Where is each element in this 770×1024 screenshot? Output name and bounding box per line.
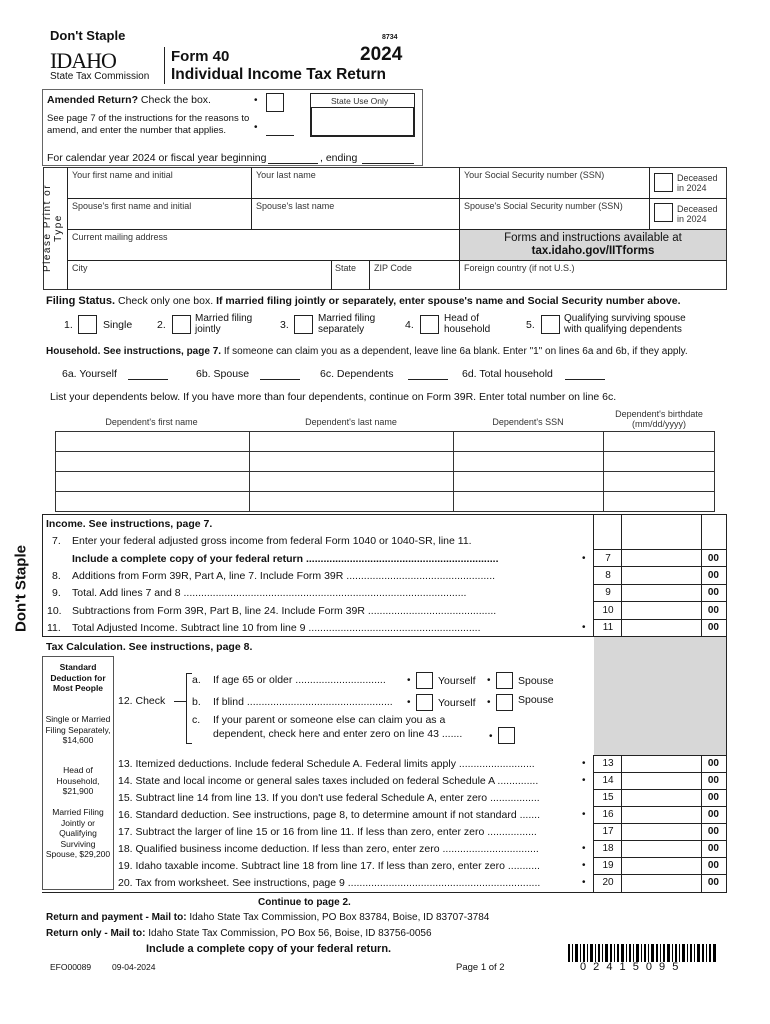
zip-label: ZIP Code [374,263,412,273]
filing-5-num: 5. [526,319,535,331]
spouse-first-label: Spouse's first name and initial [72,201,192,211]
filing-qss-checkbox[interactable] [541,315,560,334]
fiscal-begin-field[interactable] [268,163,318,164]
table-row [56,452,715,472]
line-16-input[interactable] [622,807,700,822]
zip-input[interactable] [372,273,456,289]
state-label: State [335,263,357,273]
line-7b-text: Include a complete copy of your federal return .................................................................. [72,553,499,565]
line-13-cents: 00 [707,758,719,769]
household-heading: Household. See instructions, page 7. If someone can claim you as a dependent, leave line 6a blank. Enter "1" on lines 6a and 6b, if they apply. [46,346,688,357]
dep-col-birthdate: Dependent's birthdate (mm/dd/yyyy) [615,409,703,429]
blind-spouse-label: Spouse [518,694,554,706]
blind-spouse-checkbox[interactable] [496,694,513,711]
line-18-input[interactable] [622,841,700,856]
last-name-label: Your last name [256,170,316,180]
line-7-input[interactable] [622,550,700,565]
age65-spouse-label: Spouse [518,675,554,687]
include-federal: Include a complete copy of your federal return. [146,943,392,955]
line-14-box: 14 [602,775,614,786]
line-11-num: 11. [47,622,61,634]
tax-shaded-area [594,637,726,755]
amended-label: Amended Return? Check the box. [47,94,211,106]
table-row [56,492,715,512]
forms-info-line1: Forms and instructions available at [504,232,682,244]
line-6c-label: 6c. Dependents [320,368,394,380]
line-13-text: 13. Itemized deductions. Include federal Schedule A. Federal limits apply .......................... [118,758,535,770]
line-9-box: 9 [605,587,611,598]
line-18-cents: 00 [707,843,719,854]
line-6c-input[interactable] [408,379,448,380]
line-19-cents: 00 [707,860,719,871]
line-14-text: 14. State and local income or general sales taxes included on federal Schedule A .............. [118,775,539,787]
sd-mfj: Married Filing Jointly or Qualifying Surviving Spouse, $29,200 [45,807,111,859]
print-or-type-label: Please Print or Type [42,183,64,273]
continue-text: Continue to page 2. [258,897,351,908]
filing-3-num: 3. [280,319,289,331]
line-17-box: 17 [602,826,614,837]
address-label: Current mailing address [72,232,168,242]
line-13-input[interactable] [622,756,700,771]
line-12-label: 12. Check [118,695,166,707]
table-row [56,432,715,452]
filing-mfj-checkbox[interactable] [172,315,191,334]
line-11-box: 11 [602,622,614,633]
spouse-deceased-checkbox[interactable] [654,203,673,222]
fiscal-end-field[interactable] [362,163,414,164]
line-10-box: 10 [602,605,614,616]
line-10-input[interactable] [622,602,700,618]
calendar-text: For calendar year 2024 or fiscal year beginning [47,152,267,164]
calendar-ending: , ending [320,152,358,164]
line-14-input[interactable] [622,773,700,788]
age65-yourself-label: Yourself [438,675,476,687]
line-20-text: 20. Tax from worksheet. See instructions, page 9 .................................................................. [118,877,541,889]
logo-subtitle: State Tax Commission [50,71,150,82]
age65-spouse-checkbox[interactable] [496,672,513,689]
filing-hoh-checkbox[interactable] [420,315,439,334]
line-19-input[interactable] [622,858,700,873]
filing-status-heading: Filing Status. Check only one box. If married filing jointly or separately, enter spouse's name and Social Security number above. [46,295,681,307]
dep-col-first: Dependent's first name [105,417,198,427]
foreign-input[interactable] [462,273,724,289]
ssn-label: Your Social Security number (SSN) [464,170,605,180]
line-12b-text: If blind .................................................. [213,696,393,708]
line-6a-input[interactable] [128,379,168,380]
address-input[interactable] [70,242,456,258]
ssn-input[interactable] [462,180,647,196]
spouse-last-label: Spouse's last name [256,201,335,211]
form-id: EFO00089 [50,962,92,972]
line-10-num: 10. [47,605,62,617]
dont-staple-side: Don't Staple [12,545,30,632]
state-use-label: State Use Only [331,96,389,106]
line-9-text: Total. Add lines 7 and 8 ................................................................................................. [72,587,467,599]
line-7-text: Enter your federal adjusted gross income from federal Form 1040 or 1040-SR, line 11. [72,535,472,547]
blind-yourself-label: Yourself [438,697,476,709]
line-8-input[interactable] [622,567,700,583]
line-15-box: 15 [602,792,614,803]
line-16-cents: 00 [707,809,719,820]
line-11-cents: 00 [707,622,719,633]
line-7-box: 7 [605,553,611,564]
forms-info-link[interactable]: tax.idaho.gov/IITforms [531,245,655,257]
line-9-input[interactable] [622,585,700,600]
sd-title: Standard Deduction for Most People [50,662,106,693]
line-18-text: 18. Qualified business income deduction. If less than zero, enter zero ................................. [118,843,539,855]
line-6b-input[interactable] [260,379,300,380]
form-date: 09-04-2024 [112,962,156,972]
deceased-checkbox[interactable] [654,173,673,192]
barcode-icon [568,944,718,962]
mail-return-payment: Return and payment - Mail to: Idaho State Tax Commission, PO Box 83784, Boise, ID 83707-3784 [46,912,490,923]
sd-hoh: Head of Household, $21,900 [56,765,100,796]
spouse-ssn-input[interactable] [462,211,647,227]
line-6d-input[interactable] [565,379,605,380]
line-8-text: Additions from Form 39R, Part A, line 7. Include Form 39R ................................................... [72,570,496,582]
form-year: 2024 [360,44,403,65]
line-10-cents: 00 [707,605,719,616]
line-7-cents: 00 [707,553,719,564]
tax-heading: Tax Calculation. See instructions, page 8. [46,641,253,653]
age65-yourself-checkbox[interactable] [416,672,433,689]
deceased-label: Deceased in 2024 [677,173,718,193]
mail-return-only: Return only - Mail to: Idaho State Tax Commission, PO Box 56, Boise, ID 83756-0056 [46,928,432,939]
line-15-input[interactable] [622,790,700,805]
filing-single-label: Single [103,319,133,331]
line-8-cents: 00 [707,570,719,581]
city-input[interactable] [70,273,328,289]
dep-col-ssn: Dependent's SSN [492,417,564,427]
filing-single-checkbox[interactable] [78,315,97,334]
first-name-label: Your first name and initial [72,170,173,180]
spouse-first-input[interactable] [70,211,248,227]
line-17-text: 17. Subtract the larger of line 15 or 16 from line 11. If less than zero, enter zero ................. [118,826,537,838]
line-17-input[interactable] [622,824,700,839]
line-12c-letter: c. [192,714,201,726]
line-16-box: 16 [602,809,614,820]
filing-4-num: 4. [405,319,414,331]
spouse-ssn-label: Spouse's Social Security number (SSN) [464,201,623,211]
dependents-table [55,431,715,512]
line-15-text: 15. Subtract line 14 from line 13. If you don't use federal Schedule A, enter zero ................. [118,792,540,804]
line-13-box: 13 [602,758,614,769]
filing-qss-label: Qualifying surviving spouse with qualifying dependents [564,313,686,335]
line-15-cents: 00 [707,792,719,803]
form-title: Individual Income Tax Return [171,66,387,83]
idaho-logo: IDAHO [50,48,116,73]
dep-col-last: Dependent's last name [305,417,397,427]
blind-yourself-checkbox[interactable] [416,694,433,711]
first-name-input[interactable] [70,180,248,196]
line-8-num: 8. [52,570,61,582]
line-12a-text: If age 65 or older ............................... [213,674,386,686]
line-9-num: 9. [52,587,61,599]
line-6a-label: 6a. Yourself [62,368,117,380]
line-20-box: 20 [602,877,614,888]
filing-hoh-label: Head of household [444,313,491,335]
dont-staple-top: Don't Staple [50,28,126,43]
line-6b-label: 6b. Spouse [196,368,250,380]
amended-checkbox[interactable] [266,93,284,112]
line-8-box: 8 [605,570,611,581]
line-20-cents: 00 [707,877,719,888]
filing-2-num: 2. [157,319,166,331]
line-12b-letter: b. [192,696,201,708]
amended-note: See page 7 of the instructions for the reasons to amend, and enter the number that applies. [47,113,250,136]
barcode-number: 0 2 4 1 5 0 9 5 [580,961,681,973]
spouse-deceased-label: Deceased in 2024 [677,204,718,224]
filing-mfj-label: Married filing jointly [195,313,253,335]
sd-single: Single or Married Filing Separately, $14,600 [45,714,111,745]
filing-1-num: 1. [64,319,73,331]
form-name: Form 40 [171,48,230,65]
state-input[interactable] [333,273,367,289]
last-name-input[interactable] [254,180,456,196]
line-10-text: Subtractions from Form 39R, Part B, line 24. Include Form 39R ............................................ [72,605,497,617]
line-17-cents: 00 [707,826,719,837]
income-heading: Income. See instructions, page 7. [46,518,213,530]
line-9-cents: 00 [707,587,719,598]
page-number: Page 1 of 2 [456,962,505,973]
foreign-label: Foreign country (if not U.S.) [464,263,575,273]
dependents-instruction: List your dependents below. If you have more than four dependents, continue on Form 39R. Enter total number on line 6c. [50,391,617,403]
line-20-input[interactable] [622,875,700,891]
amended-reason-field[interactable] [266,135,294,136]
filing-mfs-label: Married filing separately [318,313,376,335]
line-7-num: 7. [52,535,61,547]
line-19-box: 19 [602,860,614,871]
line-12c-text: If your parent or someone else can claim you as a dependent, check here and enter zero on line 43 ....... [213,714,463,740]
city-label: City [72,263,88,273]
line-6d-label: 6d. Total household [462,368,553,380]
line-19-text: 19. Idaho taxable income. Subtract line 18 from line 17. If less than zero, enter zero ........... [118,860,540,872]
spouse-last-input[interactable] [254,211,456,227]
line-14-cents: 00 [707,775,719,786]
line-11-input[interactable] [622,620,700,635]
line-11-text: Total Adjusted Income. Subtract line 10 from line 9 ........................................................... [72,622,481,634]
table-row [56,472,715,492]
line-16-text: 16. Standard deduction. See instructions, page 8, to determine amount if not standard ....... [118,809,541,821]
form-code: 8734 [382,34,398,41]
dependent-checkbox[interactable] [498,727,515,744]
line-12a-letter: a. [192,674,201,686]
filing-mfs-checkbox[interactable] [294,315,313,334]
line-18-box: 18 [602,843,614,854]
